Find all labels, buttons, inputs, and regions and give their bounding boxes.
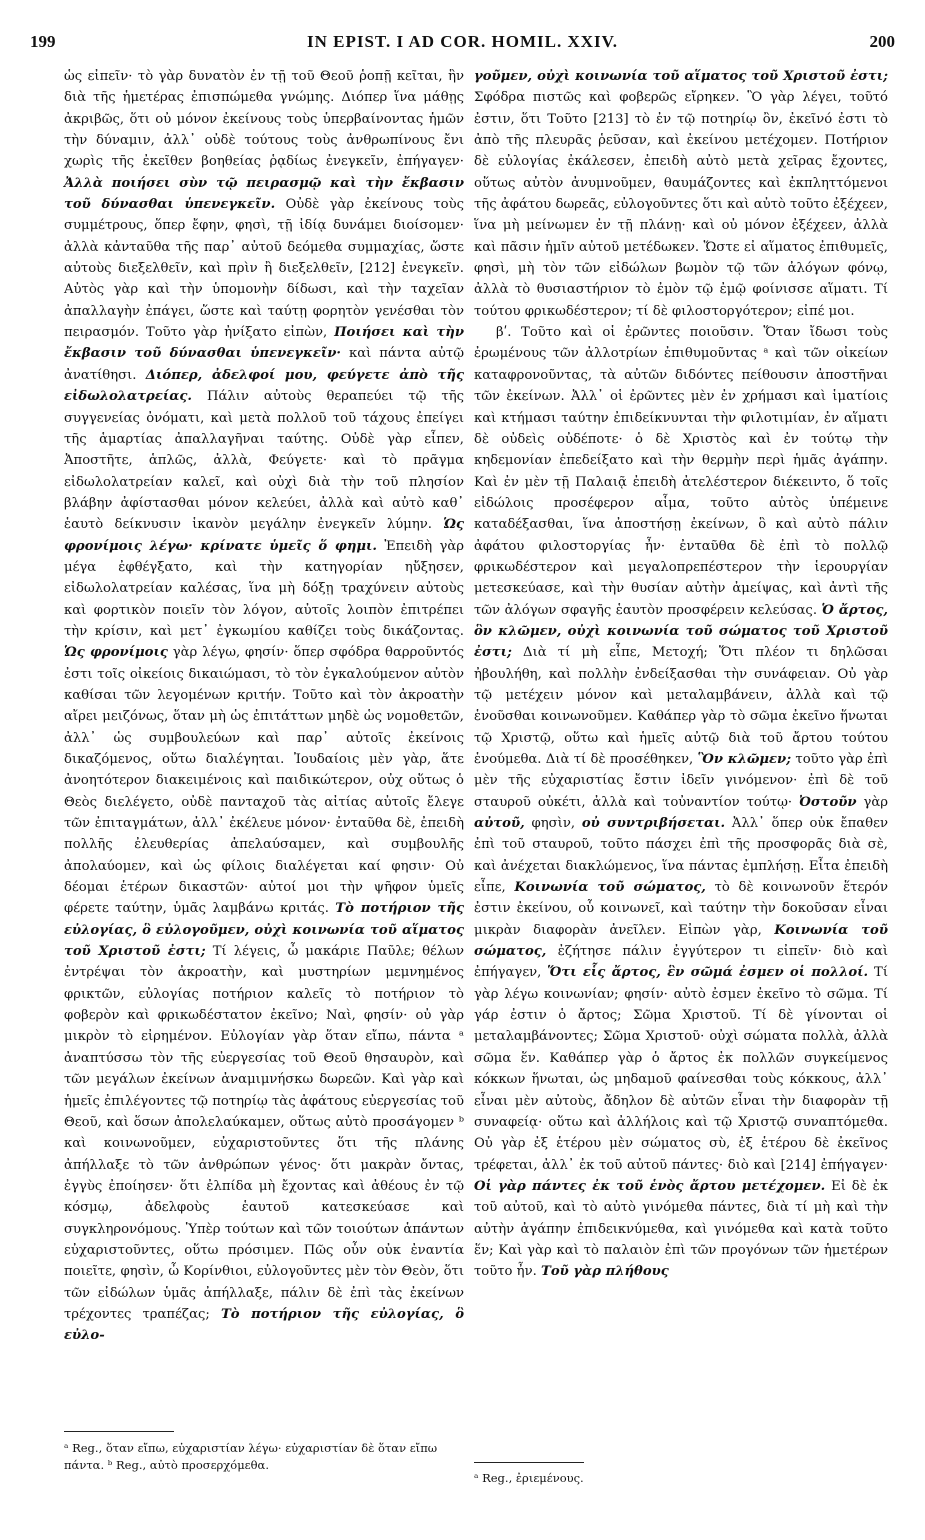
scripture-quote: Τὸ ποτήριον τῆς εὐλογίας, ὃ εὐλο- [64, 1306, 464, 1344]
scripture-quote: Ὡς φρονίμοις λέγω· κρίνατε ὑμεῖς ὅ φημι. [64, 517, 464, 554]
footnote-rule-left [64, 1431, 174, 1432]
text-run: Τί λέγεις, ὦ μακάριε Παῦλε; θέλων ἐντρέψαι τὸν ἀκροατὴν, καὶ μυστηρίων μεμνημένος φρικτῶν, εὐλογίας ποτήριον καλεῖς τὸ ποτήριον τὸ φοβερὸν καὶ φρικωδέστατον ἐκεῖνο; Ναὶ, φησίν· οὐ γὰρ μικρὸν τὸ εἰρημένον. Εὐλογίαν γὰρ ὅταν εἴπω, πάντα ᵃ ἀναπτύσσω τὸν τῆς εὐεργεσίας τοῦ Θεοῦ θησαυρὸν, καὶ τῶν μεγάλων ἐκείνων ἀναμιμνήσκω δωρεῶν. Καὶ γὰρ καὶ ἡμεῖς ἐπιλέγοντες τῷ ποτηρίῳ τὰς ἀφάτους εὐεργεσίας τοῦ Θεοῦ, καὶ ὅσων ἀπολελαύκαμεν, οὕτως αὐτὸ προσάγομεν ᵇ καὶ κοινωνοῦμεν, εὐχαριστοῦντες ὅτι τῆς πλάνης ἀπήλλαξε τὸ τῶν ἀνθρώπων γένος· ὅτι μακρὰν ὄντας, ἐγγὺς ἐποίησεν· ὅτι ἐλπίδα μὴ ἔχοντας καὶ ἀθέους ἐν τῷ κόσμῳ, ἀδελφοὺς ἑαυτοῦ κατεσκεύασε καὶ συγκληρονόμους. Ὑπὲρ τούτων καὶ τῶν τοιούτων ἁπάντων εὐχαριστοῦντες, οὕτω πρόσιμεν. Πῶς οὖν οὐκ ἐναντία ποιεῖτε, φησὶν, ὦ Κορίνθιοι, εὐλογοῦντες μὲν τὸν Θεὸν, ὅτι τῶν εἰδώλων ὑμᾶς ἀπήλλαξε, πάλιν δὲ ἐπὶ τὰς ἐκείνων τρέχοντες τραπέζας; [64, 944, 464, 1322]
scripture-quote: Τὸ ποτήριον τῆς εὐλογίας, ὃ εὐλογοῦμεν, οὐχὶ κοινωνία τοῦ αἵματος τοῦ Χριστοῦ ἐστι; [64, 901, 464, 960]
footnote-right: ᵃ Reg., ἐριεμένους. [474, 1471, 584, 1485]
scripture-quote: Ἀλλὰ ποιήσει σὺν τῷ πειρασμῷ καὶ τὴν ἔκβασιν τοῦ δύνασθαι ὑπενεγκεῖν. [64, 175, 464, 213]
text-run: τὸ δὲ κοινωνοῦν ἕτερόν ἐστιν ἐκείνου, οὗ κοινωνεῖ, καὶ ταύτην τὴν δοκοῦσαν εἶναι μικρὰν διαφορὰν ἀνεῖλεν. Εἰπὼν γὰρ, [474, 880, 888, 938]
scripture-quote: Οἱ γὰρ πάντες ἐκ τοῦ ἑνὸς ἄρτου μετέχομεν. [474, 1178, 826, 1194]
scripture-quote: Ὡς φρονίμοις [64, 645, 168, 661]
text-run: ἐζήτησε πάλιν ἐγγύτερον τι εἰπεῖν· διὸ καὶ ἐπήγαγεν, [474, 944, 888, 981]
running-header [30, 32, 895, 56]
text-run: Πάλιν αὐτοὺς θεραπεύει τῷ τῆς συγγενείας ὀνόματι, καὶ μετὰ πολλοῦ τοῦ τάχους ἐπείγει τῆς ἁμαρτίας ἀπαλλαγῆναι ταύτης. Οὐδὲ γὰρ εἶπεν, Ἀποστῆτε, ἁπλῶς, ἀλλὰ, Φεύγετε· καὶ τὸ πρᾶγμα εἰδωλολατρείαν καλεῖ, καὶ οὐχὶ διὰ τὴν τοῦ πλησίον βλάβην ἀφίστασθαι μόνον κελεύει, ἀλλὰ καὶ αὐτὸ καθ᾽ ἑαυτὸ δείκνυσιν ἱκανὸν μεγάλην ἐνεγκεῖν λύμην. [64, 389, 464, 533]
text-run: γὰρ λέγω, φησίν· ὅπερ σφόδρα θαρροῦντός ἐστι τοῖς οἰκείοις δικαιώμασι, τὸ τὸν ἐγκαλούμενον αὐτὸν καθίσαι τῶν λεγομένων κριτήν. Τοῦτο καὶ τὸν ἀκροατὴν αἴρει μειζόνως, ὅταν μὴ ὡς ἐπιτάττων μηδὲ ὡς νομοθετῶν, ἀλλ᾽ ὡς συμβουλεύων καὶ παρ᾽ αὐτοῖς ἐκείνοις δικαζόμενος, οὕτω διαλέγηται. Ἰουδαίοις μὲν γὰρ, ἅτε ἀνοητότερον διακειμένοις καὶ παιδικώτερον, οὐχ οὕτως ὁ Θεὸς διελέγετο, οὐδὲ πανταχοῦ τὰς αἰτίας αὐτοῖς ἔλεγε τῶν ἐπιταγμάτων, ἀλλ᾽ ἐκέλευε μόνον· ἐνταῦθα δὲ, ἐπειδὴ πολλῆς ἐλευθερίας ἀπελαύσαμεν, καὶ συμβουλῆς ἀπολαύομεν, καὶ ὡς φίλοις διαλέγεται καί φησιν· Οὐ δέομαι ἑτέρων δικαστῶν· αὐτοί μοι τὴν ψῆφον ὑμεῖς φέρετε ταύτην, ὑμᾶς λαμβάνω κριτάς. [64, 645, 464, 917]
scripture-quote: Ποιήσει καὶ τὴν ἔκβασιν τοῦ δύνασθαι ὑπενεγκεῖν· [64, 325, 464, 362]
text-run: γὰρ [863, 794, 888, 810]
scripture-quote: Ὃν κλῶμεν; [697, 752, 792, 767]
text-run: Σφόδρα πιστῶς καὶ φοβερῶς εἴρηκεν. Ὃ γὰρ λέγει, τοῦτό ἐστιν, ὅτι Τοῦτο [213] τὸ ἐν τῷ ποτηρίῳ ὂν, ἐκεῖνό ἐστι τὸ ἀπὸ τῆς πλευρᾶς ῥεῦσαν, καὶ ἐκείνου μετέχομεν. Ποτήριον δὲ εὐλογίας ἐκάλεσεν, ἐπειδὴ αὐτὸ μετὰ χεῖρας ἔχοντες, οὕτως αὐτὸν ἀνυμνοῦμεν, θαυμάζοντες καὶ ἐκπληττόμενοι τῆς ἀφάτου δωρεᾶς, εὐλογοῦντες ὅτι καὶ αὐτὸ τοῦτο ἐξέχεεν, ἵνα μὴ μείνωμεν ἐν τῇ πλάνῃ· καὶ οὐ μόνον ἐξέχεεν, ἀλλὰ καὶ πᾶσιν ἡμῖν αὐτοῦ μετέδωκεν. Ὥστε εἰ αἵματος ἐπιθυμεῖς, φησὶ, μὴ τὸν τῶν εἰδώλων βωμὸν τῷ τῶν ἀλόγων φόνῳ, ἀλλὰ τὸ θυσιαστήριον τὸ ἐμὸν τῷ ἐμῷ φοίνισσε αἵματι. Τί τούτου φρικωδέστερον; τί δὲ φιλοστοργότερον; εἰπέ μοι. [474, 90, 888, 319]
text-run: Εἰ δὲ ἐκ τοῦ αὐτοῦ, καὶ τὸ αὐτὸ γινόμεθα πάντες, διὰ τί μὴ καὶ τὴν αὐτὴν ἀγάπην ἐπιδεικνύμεθα, καὶ γινόμεθα καὶ κατὰ τοῦτο ἕν; Καὶ γὰρ καὶ τὸ παλαιὸν ἐπὶ τῶν προγόνων τῶν ἡμετέρων τοῦτο ἦν. [474, 1178, 888, 1280]
text-run: Οὐδὲ γὰρ ἐκείνους τοὺς συμμέτρους, ὅπερ ἔφην, φησὶ, τῇ ἰδίᾳ δυνάμει διοίσομεν· ἀλλὰ κἀνταῦθα τῆς παρ᾽ αὐτοῦ δεόμεθα συμμαχίας, ὥστε αὐτοὺς διεξελθεῖν, καὶ πρὶν ἢ διεξελθεῖν, [212] ἐνεγκεῖν. Αὐτὸς γὰρ καὶ τὴν ὑπομονὴν δίδωσι, καὶ τὴν ταχεῖαν ἀπαλλαγὴν ἐπάγει, ὥστε καὶ ταύτῃ φορητὸν γενέσθαι τὸν πειρασμόν. Τοῦτο γὰρ ἠνίξατο εἰπὼν, [64, 197, 464, 341]
scripture-quote: οὐ συντριβήσεται. [581, 816, 726, 832]
text-run: Ἐπειδὴ γὰρ μέγα ἐφθέγξατο, καὶ τὴν κατηγορίαν ηὔξησεν, εἰδωλολατρείαν καλέσας, ἵνα μὴ δόξῃ τραχύνειν αὐτοὺς καὶ φορτικὸν ποιεῖν τὸν λόγον, αὐτοῖς λοιπὸν ἐπιτρέπει τὴν κρίσιν, καὶ μετ᾽ ἐγκωμίου καθίζει τοὺς δικάζοντας. [64, 538, 464, 639]
paragraph [474, 322, 888, 1282]
text-run: τοῦτο γὰρ ἐπὶ μὲν τῆς εὐχαριστίας ἔστιν ἰδεῖν γινόμενον· ἐπὶ δὲ τοῦ σταυροῦ οὐκέτι, ἀλλὰ καὶ τοὐναντίον τούτῳ· [474, 752, 889, 810]
left-column [64, 66, 464, 1347]
page-number-right: 200 [869, 32, 895, 51]
scripture-quote: Κοινωνία τοῦ σώματος, [474, 922, 888, 960]
text-run: βʹ. Τοῦτο καὶ οἱ ἐρῶντες ποιοῦσιν. Ὅταν ἴδωσι τοὺς ἐρωμένους τῶν ἀλλοτρίων ἐπιθυμοῦντας ᵃ καὶ τῶν οἰκείων καταφρονοῦντας, τὰ αὐτῶν διδόντες πείθουσιν ἀποστῆναι τῶν ἐκείνων. Ἀλλ᾽ οἱ ἐρῶντες μὲν ἐν χρήμασι καὶ ἱματίοις καὶ κτήμασι ταύτην ἐπιδείκνυνται τὴν φιλοτιμίαν, ἐν αἵματι δὲ οὐδεὶς οὐδέποτε· ὁ δὲ Χριστὸς καὶ ἐν τούτῳ τὴν κηδεμονίαν ἐπεδείξατο καὶ τὴν θερμὴν περὶ ἡμᾶς ἀγάπην. Καὶ ἐν μὲν τῇ Παλαιᾷ ἐπειδὴ ἀτελέστερον διέκειντο, ὅ τοῖς εἰδώλοις προσέφερον αἷμα, τοῦτο αὐτὸς ὑπέμεινε καταδέξασθαι, ἵνα ἀποστήσῃ ἐκείνων, ὃ καὶ αὐτὸ πάλιν ἀφάτου φιλοστοργίας ἦν· ἐνταῦθα δὲ ἐπὶ τὸ πολλῷ φρικωδέστερον καὶ μεγαλοπρεπέστερον τὴν ἱερουργίαν μετεσκεύασε, καὶ τὴν θυσίαν αὐτὴν ἀμείψας, καὶ ἀντὶ τῆς τῶν ἀλόγων σφαγῆς ἑαυτὸν προσφέρειν κελεύσας. [474, 325, 888, 618]
text-run: ὡς εἰπεῖν· τὸ γὰρ δυνατὸν ἐν τῇ τοῦ Θεοῦ ῥοπῇ κεῖται, ἣν διὰ τῆς ἡμετέρας ἐπισπώμεθα γνώμης. Διόπερ ἵνα μάθῃς ἀκριβῶς, ὅτι οὐ μόνον ἐκείνους τοὺς ὑπερβαίνοντας ἡμῶν τὴν δύναμιν, ἀλλ᾽ οὐδὲ τούτους τοὺς ἀνθρωπίνους ἔνι χωρὶς τῆς ἐκεῖθεν βοηθείας ῥᾳδίως ἐνεγκεῖν, ἐπήγαγεν· [64, 69, 464, 170]
text-run: Ἀλλ᾽ ὅπερ οὐκ ἔπαθεν ἐπὶ τοῦ σταυροῦ, τοῦτο πάσχει ἐπὶ τῆς προσφορᾶς διὰ σὲ, καὶ ἀνέχεται διακλώμενος, ἵνα πάντας ἐμπλήσῃ. Εἶτα ἐπειδὴ εἶπε, [474, 816, 888, 896]
scripture-quote: αὐτοῦ, [474, 816, 525, 832]
text-run: Διὰ τί μὴ εἶπε, Μετοχή; Ὅτι πλέον τι δηλῶσαι ἠβουλήθη, καὶ πολλὴν ἐνδείξασθαι τὴν συνάφειαν. Οὐ γὰρ τῷ μετέχειν μόνον καὶ μεταλαμβάνειν, ἀλλὰ καὶ τῷ ἑνοῦσθαι κοινωνοῦμεν. Καθάπερ γὰρ τὸ σῶμα ἐκεῖνο ἥνωται τῷ Χριστῷ, οὕτω καὶ ἡμεῖς αὐτῷ διὰ τοῦ ἄρτου τούτου ἑνούμεθα. Διὰ τί δὲ προσέθηκεν, [474, 645, 888, 767]
right-column [474, 66, 888, 1283]
footnote-rule-right [474, 1462, 584, 1463]
running-title: IN EPIST. I AD COR. HOMIL. XXIV. [307, 32, 618, 51]
scripture-quote: γοῦμεν, οὐχὶ κοινωνία τοῦ αἵματος τοῦ Χριστοῦ ἐστι; [474, 69, 888, 84]
scripture-quote: Ὁ ἄρτος, ὃν κλῶμεν, οὐχὶ κοινωνία τοῦ σώματος τοῦ Χριστοῦ ἐστι; [474, 602, 888, 661]
text-run: Τί γὰρ λέγω κοινωνίαν; φησίν· αὐτὸ ἐσμεν ἐκεῖνο τὸ σῶμα. Τί γάρ ἐστιν ὁ ἄρτος; Σῶμα Χριστοῦ. Τί δὲ γίνονται οἱ μεταλαμβάνοντες; Σῶμα Χριστοῦ· οὐχὶ σώματα πολλὰ, ἀλλὰ σῶμα ἕν. Καθάπερ γὰρ ὁ ἄρτος ἐκ πολλῶν συγκείμενος κόκκων ἥνωται, ὡς μηδαμοῦ φαίνεσθαι τοὺς κόκκους, ἀλλ᾽ εἶναι μὲν αὐτοὺς, ἄδηλον δὲ αὐτῶν εἶναι τὴν διαφορὰν τῇ συναφείᾳ· οὕτω καὶ ἀλλήλοις καὶ τῷ Χριστῷ συναπτόμεθα. Οὐ γὰρ ἐξ ἑτέρου μὲν σώματος σὺ, ἐξ ἑτέρου δὲ ἐκεῖνος τρέφεται, ἀλλ᾽ ἐκ τοῦ αὐτοῦ πάντες· διὸ καὶ [214] ἐπήγαγεν· [474, 965, 888, 1173]
paragraph [474, 66, 888, 322]
scripture-quote: Διόπερ, ἀδελφοί μου, φεύγετε ἀπὸ τῆς εἰδωλολατρείας. [64, 367, 464, 405]
page-number-left: 199 [30, 32, 56, 51]
scripture-quote: Ὅτι εἷς ἄρτος, ἓν σῶμά ἐσμεν οἱ πολλοί. [547, 965, 869, 981]
scripture-quote: Τοῦ γὰρ πλήθους [541, 1264, 669, 1280]
scripture-quote: Ὀστοῦν [798, 794, 857, 810]
footnote-left: ᵃ Reg., ὅταν εἴπω, εὐχαριστίαν λέγω· εὐχαριστίαν δὲ ὅταν εἴπω πάντα. ᵇ Reg., αὐτὸ προσερχόμεθα. [64, 1441, 438, 1472]
text-run: φησὶν, [531, 816, 576, 832]
text-run: καὶ πάντα αὐτῷ ἀνατίθησι. [64, 346, 464, 383]
paragraph [64, 66, 464, 1347]
scripture-quote: Κοινωνία τοῦ σώματος, [514, 880, 706, 896]
